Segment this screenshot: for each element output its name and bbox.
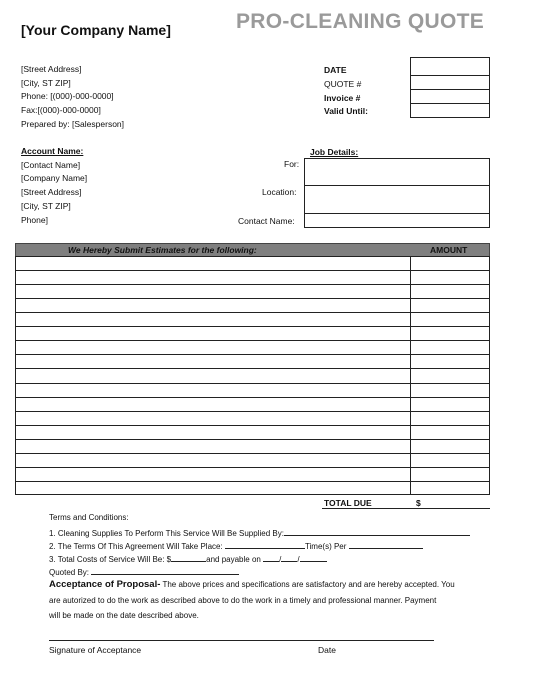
company-city: [City, ST ZIP] <box>21 77 71 88</box>
company-info <box>21 63 124 132</box>
quote-number-label: QUOTE # <box>324 79 362 89</box>
document-title: PRO-CLEANING QUOTE <box>236 10 485 33</box>
supplies-field[interactable] <box>284 526 470 536</box>
job-for-label: For: <box>284 159 300 169</box>
account-city: [City, ST ZIP] <box>21 200 71 211</box>
table-row[interactable] <box>16 312 489 313</box>
company-name: [Your Company Name] <box>21 22 171 38</box>
table-row[interactable] <box>16 453 489 454</box>
signature-label: Signature of Acceptance <box>49 645 142 655</box>
signature-line[interactable] <box>49 640 434 641</box>
schedule-period-field[interactable] <box>349 539 423 549</box>
total-currency: $ <box>416 498 421 508</box>
acceptance-block <box>49 577 519 624</box>
job-contact-label: Contact Name: <box>238 216 295 226</box>
table-row[interactable] <box>16 425 489 426</box>
table-row[interactable] <box>16 298 489 299</box>
invoice-number-label: Invoice # <box>324 93 361 103</box>
total-due-label: TOTAL DUE <box>324 498 372 508</box>
account-company: [Company Name] <box>21 173 88 184</box>
table-row[interactable] <box>16 354 489 355</box>
terms-line-3-text: 3. Total Costs of Service Will Be: $ <box>49 555 172 564</box>
estimates-heading: We Hereby Submit Estimates for the following: <box>68 245 257 255</box>
payable-day-field[interactable] <box>281 552 300 564</box>
account-info <box>21 145 87 227</box>
date-slash-1: / <box>279 555 282 564</box>
table-row[interactable] <box>16 340 489 341</box>
date-field[interactable] <box>410 57 490 76</box>
table-row[interactable] <box>16 284 489 285</box>
estimates-table <box>15 256 490 495</box>
quote-number-field[interactable] <box>410 75 490 90</box>
amount-column-divider <box>410 256 411 495</box>
job-location-field[interactable] <box>304 185 490 214</box>
times-per-label: Time(s) Per <box>304 542 347 551</box>
payable-year-field[interactable] <box>300 552 327 562</box>
acceptance-text-2: are autorized to do the work as described above to do the work in a timely and professional manner. Payment <box>49 595 437 605</box>
amount-heading: AMOUNT <box>430 245 468 255</box>
account-heading: Account Name: <box>21 146 84 156</box>
terms-line-3 <box>49 552 327 564</box>
table-row[interactable] <box>16 411 489 412</box>
date-label: DATE <box>324 65 347 75</box>
quoted-by-line <box>49 565 239 577</box>
invoice-number-field[interactable] <box>410 89 490 104</box>
acceptance-text-3: will be made on the date described above. <box>49 611 199 620</box>
terms-line-2 <box>49 539 423 551</box>
table-row[interactable] <box>16 270 489 271</box>
date-slash-2: / <box>297 555 300 564</box>
account-street: [Street Address] <box>21 187 82 198</box>
table-row[interactable] <box>16 368 489 369</box>
terms-line-1 <box>49 526 470 538</box>
job-details-heading: Job Details: <box>310 147 359 157</box>
company-phone: Phone: [(000)-000-0000] <box>21 91 114 102</box>
quoted-by-field[interactable] <box>91 565 239 575</box>
terms-line-1-text: 1. Cleaning Supplies To Perform This Service Will Be Supplied By: <box>49 529 284 538</box>
terms-line-2-text: 2. The Terms Of This Agreement Will Take Place: <box>49 542 223 551</box>
account-contact: [Contact Name] <box>21 159 81 170</box>
table-row[interactable] <box>16 397 489 398</box>
schedule-times-field[interactable] <box>225 539 305 549</box>
valid-until-field[interactable] <box>410 103 490 118</box>
total-cost-field[interactable] <box>171 552 206 562</box>
company-fax: Fax:[(000)-000-0000] <box>21 105 101 116</box>
acceptance-heading: Acceptance of Proposal- <box>49 579 161 590</box>
valid-until-label: Valid Until: <box>324 106 368 116</box>
signature-date-label: Date <box>318 645 336 655</box>
estimates-header <box>15 243 490 257</box>
company-street: [Street Address] <box>21 64 82 74</box>
table-row[interactable] <box>16 383 489 384</box>
account-phone: Phone] <box>21 214 48 225</box>
table-row[interactable] <box>16 481 489 482</box>
table-row[interactable] <box>16 439 489 440</box>
terms-heading: Terms and Conditions: <box>49 513 129 522</box>
table-row[interactable] <box>16 467 489 468</box>
quoted-by-label: Quoted By: <box>49 568 90 577</box>
table-row[interactable] <box>16 326 489 327</box>
job-contact-field[interactable] <box>304 213 490 228</box>
acceptance-text-1: The above prices and specifications are satisfactory and are hereby accepted. You <box>160 580 455 589</box>
total-underline <box>322 508 490 509</box>
job-location-label: Location: <box>262 187 297 197</box>
job-for-field[interactable] <box>304 158 490 186</box>
payable-on-label: and payable on <box>206 555 261 564</box>
payable-month-field[interactable] <box>263 552 282 564</box>
prepared-by: Prepared by: [Salesperson] <box>21 118 125 129</box>
